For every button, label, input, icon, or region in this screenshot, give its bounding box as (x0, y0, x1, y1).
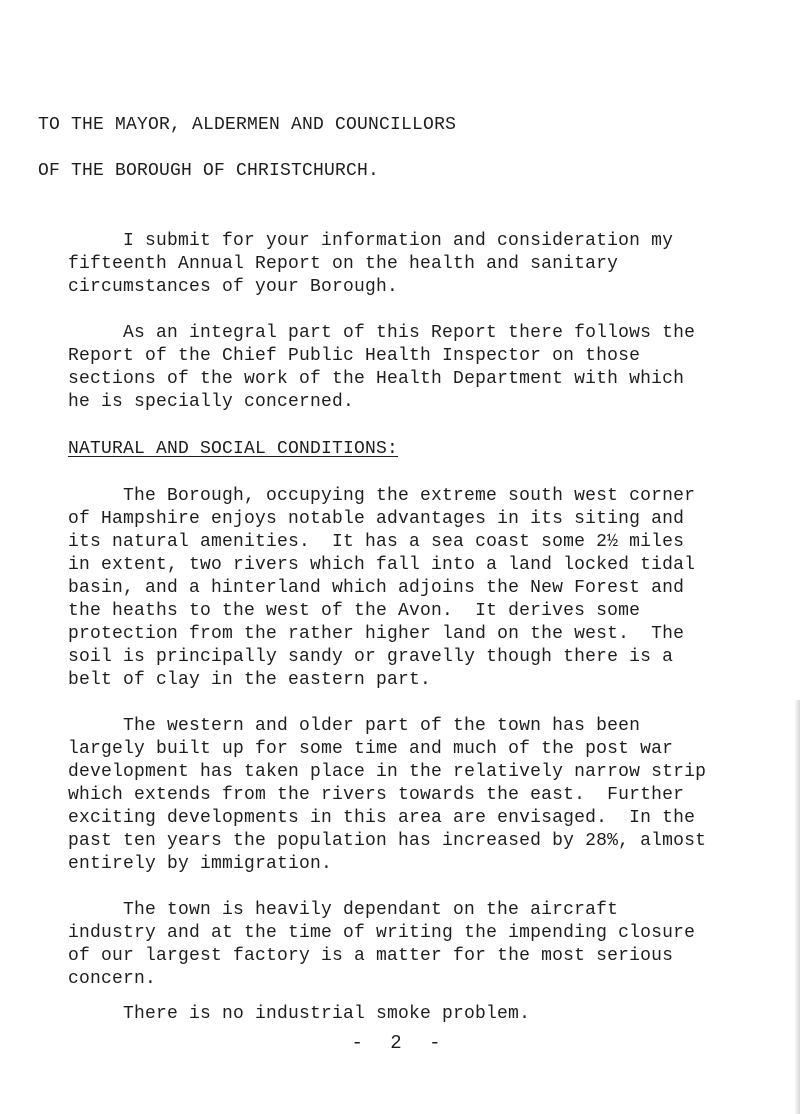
para2-line: The western and older part of the town has been (123, 716, 641, 736)
para2-line: past ten years the population has increased by 28%, almost (68, 831, 707, 851)
para1-line: soil is principally sandy or gravelly though there is a (68, 647, 674, 667)
integral-line: As an integral part of this Report there follows the (123, 323, 696, 343)
para2-line: largely built up for some time and much of the post war (68, 739, 674, 759)
para4-line: There is no industrial smoke problem. (123, 1004, 531, 1024)
header-line-1: TO THE MAYOR, ALDERMEN AND COUNCILLORS (38, 115, 457, 135)
para1-line: in extent, two rivers which fall into a land locked tidal (68, 555, 696, 575)
para2-line: which extends from the rivers towards the east. Further (68, 785, 685, 805)
para1-line: belt of clay in the eastern part. (68, 670, 432, 690)
para1-line: the heaths to the west of the Avon. It derives some (68, 601, 641, 621)
para2-line: entirely by immigration. (68, 854, 333, 874)
para1-line: basin, and a hinterland which adjoins the New Forest and (68, 578, 685, 598)
page-number: - 2 - (351, 1032, 449, 1054)
header-line-2: OF THE BOROUGH OF CHRISTCHURCH. (38, 161, 380, 181)
para1-line: its natural amenities. It has a sea coast some 2½ miles (68, 532, 685, 552)
integral-line: Report of the Chief Public Health Inspector on those (68, 346, 641, 366)
para1-line: of Hampshire enjoys notable advantages in its siting and (68, 509, 685, 529)
scan-edge-shadow (794, 700, 800, 1114)
para3-line: concern. (68, 969, 157, 989)
para1-line: protection from the rather higher land on the west. The (68, 624, 685, 644)
para3-line: of our largest factory is a matter for the most serious (68, 946, 674, 966)
para2-line: development has taken place in the relatively narrow strip (68, 762, 707, 782)
integral-line: he is specially concerned. (68, 392, 355, 412)
para1-line: The Borough, occupying the extreme south west corner (123, 486, 696, 506)
integral-line: sections of the work of the Health Department with which (68, 369, 685, 389)
intro-line: I submit for your information and consideration my (123, 231, 674, 251)
para3-line: The town is heavily dependant on the aircraft (123, 900, 619, 920)
intro-line: fifteenth Annual Report on the health and sanitary (68, 254, 619, 274)
intro-line: circumstances of your Borough. (68, 277, 399, 297)
para3-line: industry and at the time of writing the impending closure (68, 923, 696, 943)
para2-line: exciting developments in this area are envisaged. In the (68, 808, 696, 828)
section-heading: NATURAL AND SOCIAL CONDITIONS: (68, 439, 399, 459)
